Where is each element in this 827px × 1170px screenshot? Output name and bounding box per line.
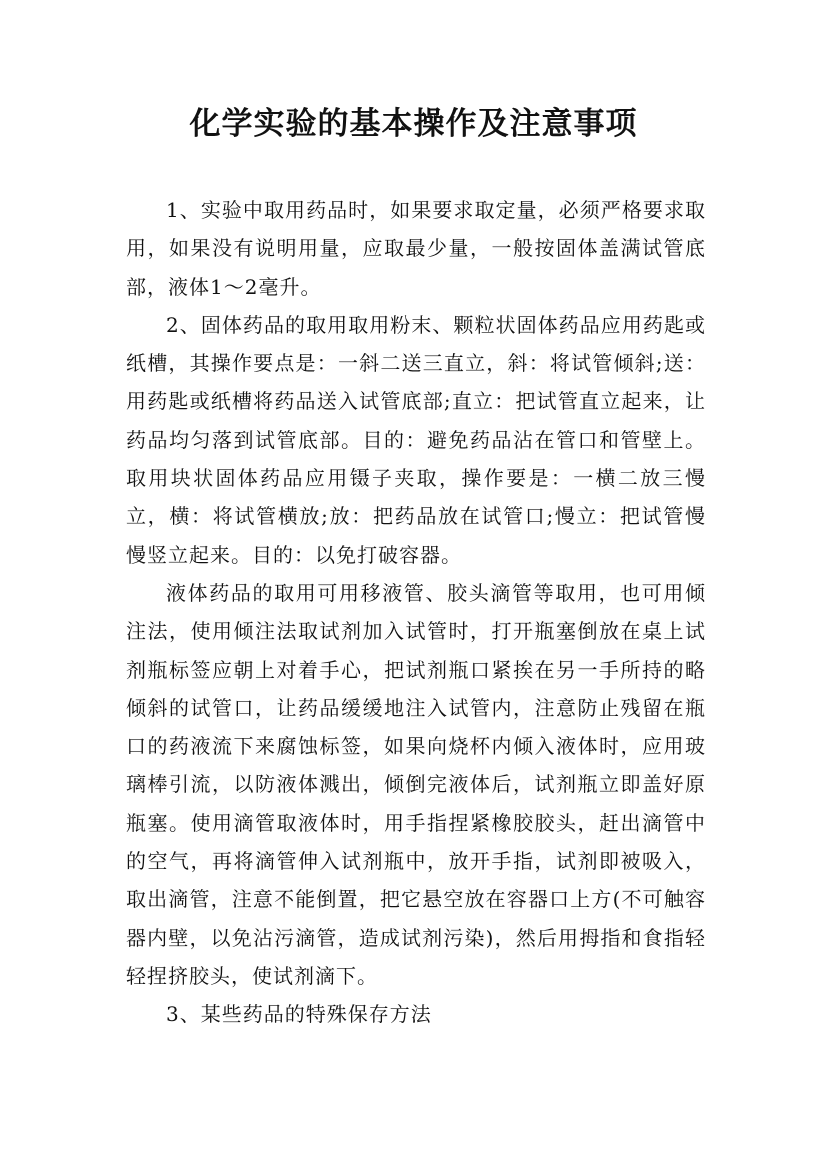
document-body [126, 191, 706, 1034]
paragraph-3: 液体药品的取用可用移液管、胶头滴管等取用，也可用倾注法，使用倾注法取试剂加入试管时，打开瓶塞倒放在桌上试剂瓶标签应朝上对着手心，把试剂瓶口紧挨在另一手所持的略倾斜的试管口，让药品缓缓地注入试管内，注意防止残留在瓶口的药液流下来腐蚀标签，如果向烧杯内倾入液体时，应用玻璃棒引流，以防液体溅出，倾倒完液体后，试剂瓶立即盖好原瓶塞。使用滴管取液体时，用手指捏紧橡胶胶头，赶出滴管中的空气，再将滴管伸入试剂瓶中，放开手指，试剂即被吸入，取出滴管，注意不能倒置，把它悬空放在容器口上方(不可触容器内壁，以免沾污滴管，造成试剂污染)，然后用拇指和食指轻轻捏挤胶头，使试剂滴下。 [126, 580, 706, 988]
paragraph-4: 3、某些药品的特殊保存方法 [166, 1002, 432, 1027]
paragraph-2: 2、固体药品的取用取用粉末、颗粒状固体药品应用药匙或纸槽，其操作要点是：一斜二送三直立，斜：将试管倾斜;送：用药匙或纸槽将药品送入试管底部;直立：把试管直立起来，让药品均匀落到试管底部。目的：避免药品沾在管口和管壁上。取用块状固体药品应用镊子夹取，操作要是：一横二放三慢立，横：将试管横放;放：把药品放在试管口;慢立：把试管慢慢竖立起来。目的：以免打破容器。 [126, 312, 706, 567]
paragraph-1: 1、实验中取用药品时，如果要求取定量，必须严格要求取用，如果没有说明用量，应取最少量，一般按固体盖满试管底部，液体1～2毫升。 [126, 198, 706, 299]
page-title: 化学实验的基本操作及注意事项 [189, 106, 638, 142]
